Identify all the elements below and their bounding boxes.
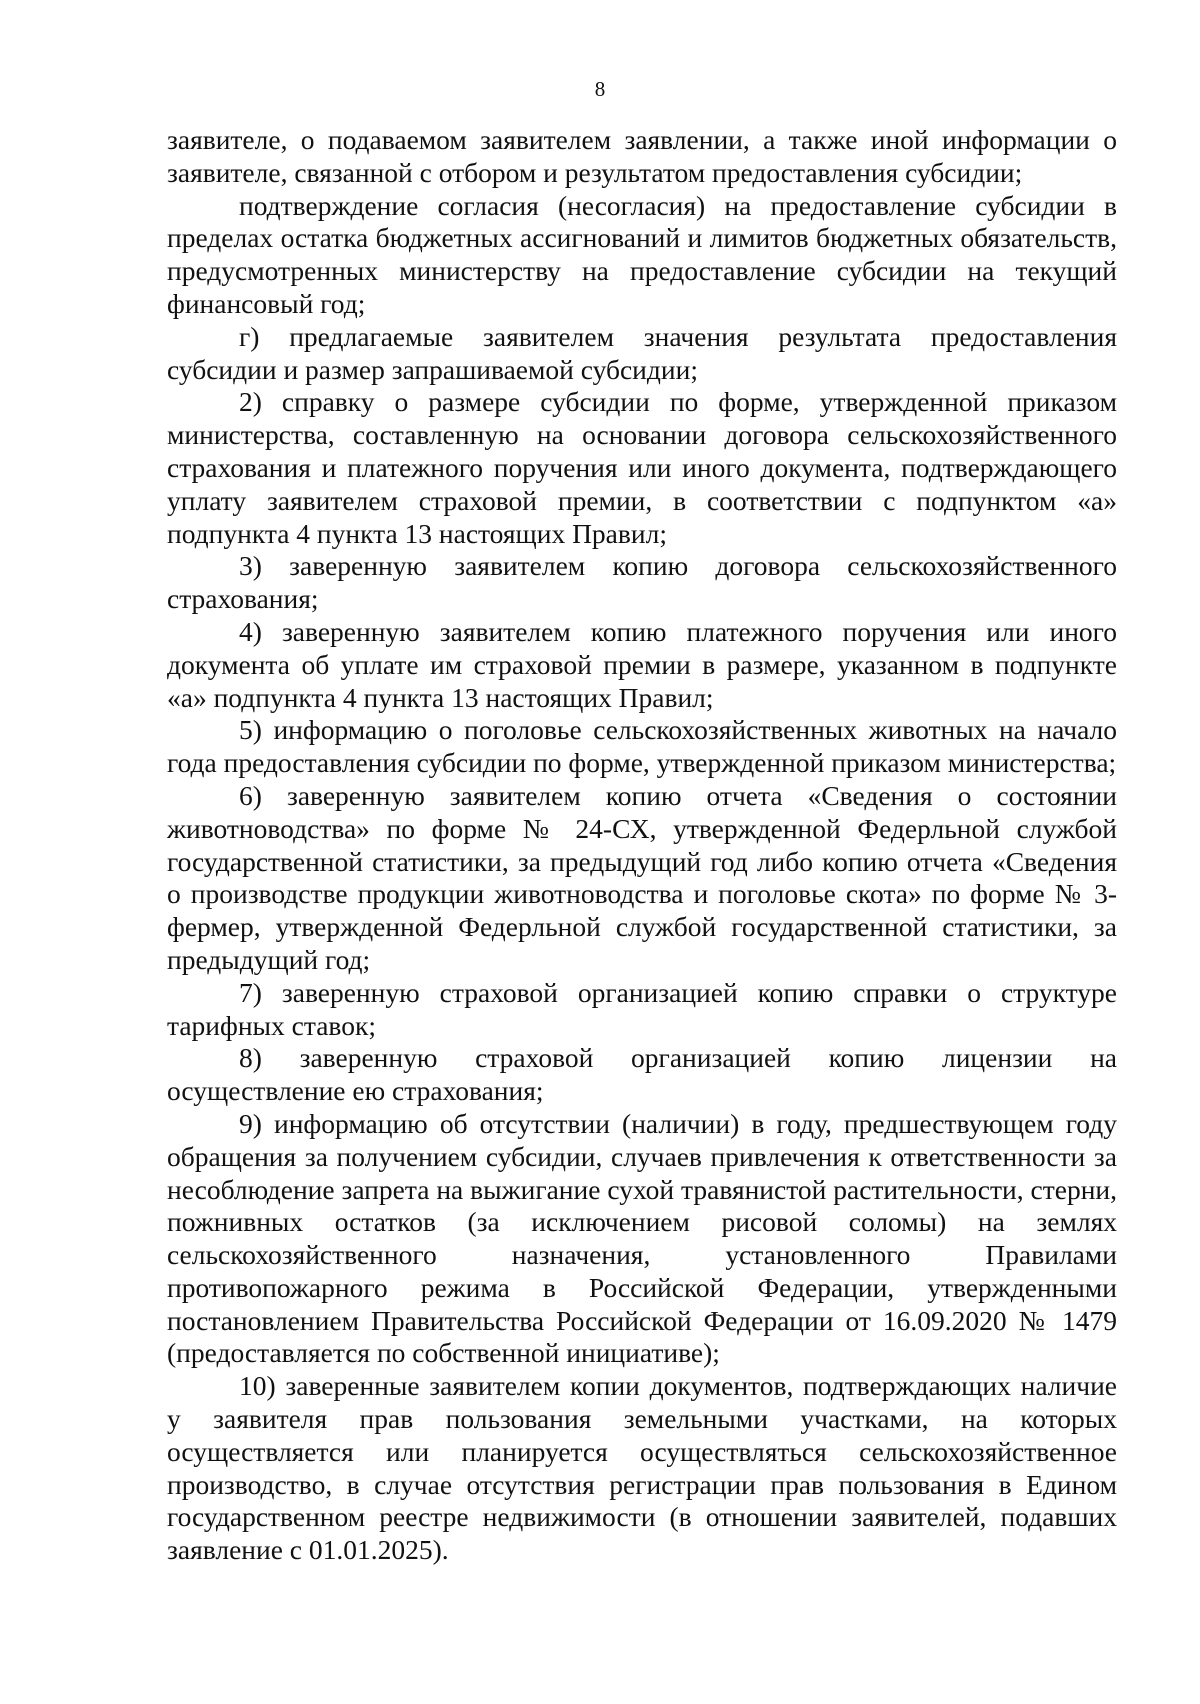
paragraph-item-8: 8) заверенную страховой организацией копию лицензии на осуществление ею страхования; [167, 1042, 1117, 1107]
paragraph-item-10: 10) заверенные заявителем копии документов, подтверждающих наличие у заявителя прав пользования земельными участками, на которых осуществляется или планируется осуществляться сельскохозяйственное производство, в случае отсутствия регистрации прав пользования в Едином государственном реестре недвижимости (в отношении заявителей, подавших заявление с 01.01.2025). [167, 1370, 1117, 1566]
paragraph-applicant-info: заявителе, о подаваемом заявителем заявлении, а также иной информации о заявителе, связанной с отбором и результатом предоставления субсидии; [167, 124, 1117, 188]
paragraph-item-3: 3) заверенную заявителем копию договора сельскохозяйственного страхования; [167, 550, 1117, 615]
paragraph-item-6: 6) заверенную заявителем копию отчета «Сведения о состоянии животноводства» по форме № 24-СХ, утвержденной Федерльной службой государственной статистики, за предыдущий год либо копию отчета «Сведения о производстве продукции животноводства и поголовье скота» по форме № 3-фермер, утвержденной Федерльной службой государственной статистики, за предыдущий год; [167, 779, 1117, 975]
page-number: 8 [594, 77, 606, 101]
paragraph-item-4: 4) заверенную заявителем копию платежного поручения или иного документа об уплате им страховой премии в размере, указанном в подпункте «а» подпункта 4 пункта 13 настоящих Правил; [167, 615, 1117, 713]
paragraph-item-7: 7) заверенную страховой организацией копию справки о структуре тарифных ставок; [167, 976, 1117, 1041]
document-body [167, 124, 1117, 1567]
paragraph-consent-confirmation: подтверждение согласия (несогласия) на предоставление субсидии в пределах остатка бюджетных ассигнований и лимитов бюджетных обязательств, предусмотренных министерству на предоставление субсидии на текущий финансовый год; [167, 189, 1117, 319]
paragraph-item-2: 2) справку о размере субсидии по форме, утвержденной приказом министерства, составленную на основании договора сельскохозяйственного страхования и платежного поручения или иного документа, подтверждающего уплату заявителем страховой премии, в соответствии с подпунктом «а» подпункта 4 пункта 13 настоящих Правил; [167, 386, 1117, 549]
paragraph-item-5: 5) информацию о поголовье сельскохозяйственных животных на начало года предоставления субсидии по форме, утвержденной приказом министерства; [167, 714, 1117, 779]
paragraph-item-g: г) предлагаемые заявителем значения результата предоставления субсидии и размер запрашиваемой субсидии; [167, 320, 1117, 385]
paragraph-item-9: 9) информацию об отсутствии (наличии) в году, предшествующем году обращения за получением субсидии, случаев привлечения к ответственности за несоблюдение запрета на выжигание сухой травянистой растительности, стерни, пожнивных остатков (за исключением рисовой соломы) на землях сельскохозяйственного назначения, установленного Правилами противопожарного режима в Российской Федерации, утвержденными постановлением Правительства Российской Федерации от 16.09.2020 № 1479 (предоставляется по собственной инициативе); [167, 1107, 1117, 1369]
